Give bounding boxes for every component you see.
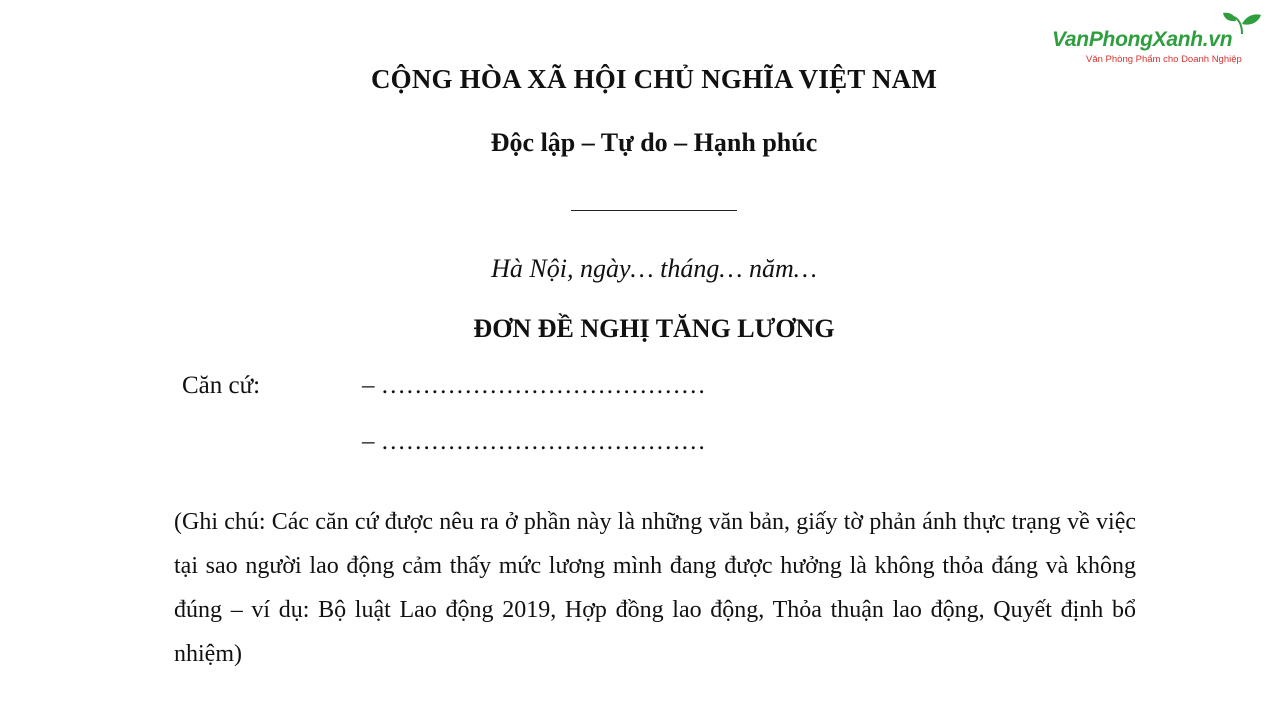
brand-logo	[1050, 12, 1270, 72]
note-paragraph: (Ghi chú: Các căn cứ được nêu ra ở phần này là những văn bản, giấy tờ phản ánh thực trạng về việc tại sao người lao động cảm thấy mức lương mình đang được hưởng là không thỏa đáng và không đúng – ví dụ: Bộ luật Lao động 2019, Hợp đồng lao động, Thỏa thuận lao động, Quyết định bổ nhiệm)	[174, 509, 1136, 667]
basis-item: – …………………………………	[362, 372, 706, 399]
document-title: ĐƠN ĐỀ NGHỊ TĂNG LƯƠNG	[473, 314, 835, 343]
logo-tagline: Văn Phòng Phẩm cho Doanh Nghiệp	[1086, 54, 1242, 65]
basis-label: Căn cứ:	[182, 372, 261, 399]
logo-brand-text: VanPhongXanh.vn	[1052, 28, 1233, 51]
national-motto: Độc lập – Tự do – Hạnh phúc	[490, 128, 818, 157]
motto-underline	[571, 210, 737, 211]
national-title: CỘNG HÒA XÃ HỘI CHỦ NGHĨA VIỆT NAM	[370, 64, 938, 94]
date-line: Hà Nội, ngày… tháng… năm…	[491, 254, 817, 283]
basis-item: – …………………………………	[362, 428, 706, 455]
